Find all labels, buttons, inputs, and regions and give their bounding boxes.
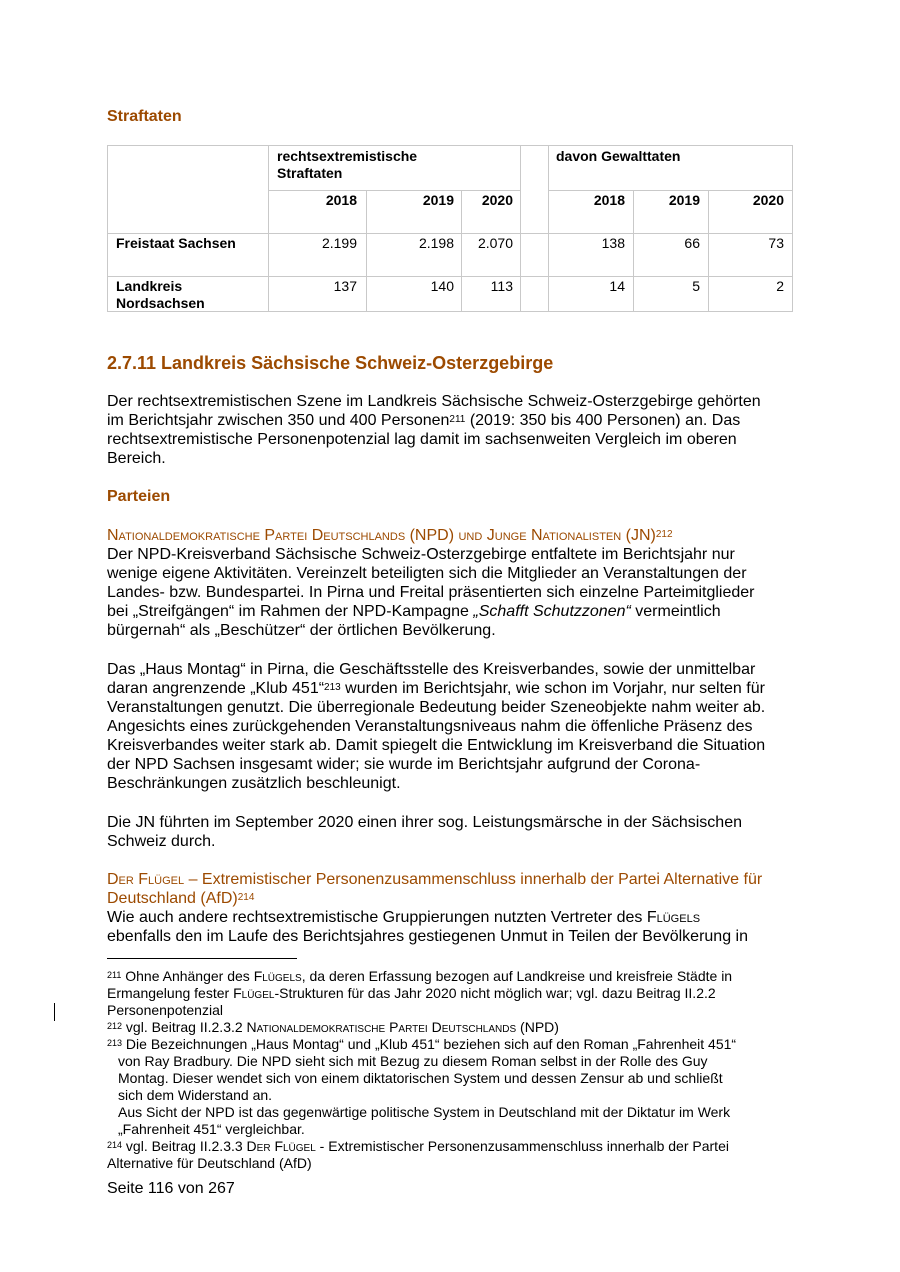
fluegel-paragraph <box>107 908 792 946</box>
text-line <box>107 870 792 889</box>
footnotes <box>107 968 797 1172</box>
text-line <box>107 602 792 621</box>
text-span: vgl. Beitrag II.2.3.2 <box>122 1019 247 1035</box>
table-cell: 140 <box>430 278 454 294</box>
table-vline <box>633 190 634 311</box>
footnote-212 <box>107 1019 797 1036</box>
text-span: -Strukturen für das Jahr 2020 nicht möglich war; vgl. dazu Beitrag II.2.2 <box>274 985 716 1001</box>
text-line: sich dem Widerstand an. <box>118 1087 273 1103</box>
table-vline <box>461 190 462 311</box>
text-line: wenige eigene Aktivitäten. Vereinzelt beteiligten sich die Mitglieder an Veranstaltungen der <box>107 565 747 582</box>
table-cell: 66 <box>684 235 700 251</box>
footnote-214 <box>107 1138 797 1172</box>
text-line <box>107 1138 797 1155</box>
table-year-header: 2020 <box>752 192 784 208</box>
text-line: „Fahrenheit 451“ vergleichbar. <box>118 1121 305 1137</box>
text-line <box>107 908 792 927</box>
text-span: – Extremistischer Personenzusammenschluss innerhalb der Partei Alternative für <box>184 871 763 888</box>
table-vline <box>708 190 709 311</box>
npd-paragraph-3 <box>107 813 792 851</box>
table-cell: 113 <box>490 278 513 294</box>
text-line <box>107 679 792 698</box>
text-span: Nationaldemokratische Partei Deutschlands (NPD) und Junge Nationalisten (JN) <box>107 527 656 544</box>
table-hline <box>548 190 792 191</box>
text-line: ebenfalls den im Laufe des Berichtsjahres gestiegenen Unmut in Teilen der Bevölkerung in <box>107 928 748 945</box>
footnote-number: 211 <box>107 970 122 980</box>
text-span: Deutschland (AfD) <box>107 890 238 907</box>
subheading-fluegel <box>107 870 792 908</box>
table-year-header: 2018 <box>325 192 357 208</box>
text-span: Ohne Anhänger des <box>121 968 254 984</box>
table-row-label-line: Landkreis <box>116 278 183 294</box>
table-cell: 2 <box>776 278 784 294</box>
crime-statistics-table <box>107 145 793 312</box>
text-span: Nationaldemokratische Partei Deutschlands <box>246 1019 517 1035</box>
table-year-header: 2018 <box>593 192 625 208</box>
text-line: bürgernah“ als „Beschützer“ der örtlichen Bevölkerung. <box>107 622 496 639</box>
footnote-number: 213 <box>107 1038 123 1048</box>
text-span: im Berichtsjahr zwischen 350 und 400 Personen <box>107 412 450 429</box>
footnote-213 <box>107 1036 797 1138</box>
table-year-header: 2019 <box>422 192 454 208</box>
text-span: (NPD) <box>516 1019 559 1035</box>
footnote-ref-213: 213 <box>324 682 341 693</box>
table-cell: 2.199 <box>321 235 357 251</box>
text-line: Schweiz durch. <box>107 833 216 850</box>
footnote-211 <box>107 968 797 1019</box>
intro-paragraph <box>107 392 792 468</box>
table-group-header-line: rechtsextremistische <box>277 148 418 164</box>
text-line <box>107 1019 797 1036</box>
table-vline <box>548 146 549 311</box>
footnote-ref-214: 214 <box>237 892 255 903</box>
page-number: Seite 116 von 267 <box>107 1180 235 1197</box>
text-span: Flügels <box>253 968 302 984</box>
footnote-separator <box>107 958 297 959</box>
table-cell: 73 <box>768 235 784 251</box>
text-line: Angesichts eines zurückgehenden Veranstaltungsniveaus nahm die öffenliche Präsenz des <box>107 718 753 735</box>
text-line: Bereich. <box>107 450 166 467</box>
table-vline <box>520 146 521 311</box>
table-year-header: 2020 <box>481 192 513 208</box>
table-row-label-line: Nordsachsen <box>116 295 205 311</box>
table-cell: 137 <box>333 278 357 294</box>
table-cell: 2.070 <box>477 235 513 251</box>
text-span: , da deren Erfassung bezogen auf Landkreise und kreisfreie Städte in <box>301 968 733 984</box>
text-line: der NPD Sachsen insgesamt wider; sie wurde im Berichtsjahr aufgrund der Corona- <box>107 756 701 773</box>
text-cursor <box>54 1003 55 1021</box>
table-cell: 138 <box>601 235 625 251</box>
text-span: vgl. Beitrag II.2.3.3 <box>122 1138 247 1154</box>
subheading-parteien: Parteien <box>107 488 171 505</box>
table-hline <box>268 190 520 191</box>
text-span: Wie auch andere rechtsextremistische Gruppierungen nutzten Vertreter des <box>107 909 647 926</box>
table-group-header-violent: davon Gewalttaten <box>556 148 681 164</box>
text-line: Aus Sicht der NPD ist das gegenwärtige politische System in Deutschland mit der Diktatur im Werk <box>118 1104 731 1120</box>
npd-paragraph-2 <box>107 660 792 793</box>
text-line <box>107 411 792 430</box>
table-cell: 2.198 <box>418 235 454 251</box>
table-vline <box>366 190 367 311</box>
subheading-npd-jn <box>107 526 673 545</box>
section-heading-saechsische-schweiz: 2.7.11 Landkreis Sächsische Schweiz-Osterzgebirge <box>107 353 554 373</box>
campaign-name: „Schafft Schutzzonen“ <box>473 603 631 620</box>
text-line: Der rechtsextremistischen Szene im Landkreis Sächsische Schweiz-Osterzgebirge gehörten <box>107 393 761 410</box>
text-span: Flügels <box>646 909 701 926</box>
text-line <box>107 1036 797 1053</box>
text-span: (2019: 350 bis 400 Personen) an. Das <box>465 412 741 429</box>
text-line: Landes- bzw. Bundespartei. In Pirna und Freital präsentierten sich einzelne Parteimitglieder <box>107 584 755 601</box>
footnote-ref-212: 212 <box>655 529 673 540</box>
text-line: Beschränkungen zusätzlich beschleunigt. <box>107 775 401 792</box>
footnote-number: 214 <box>107 1140 123 1150</box>
table-vline <box>268 146 269 311</box>
text-line: Der NPD-Kreisverband Sächsische Schweiz-Osterzgebirge entfaltete im Berichtsjahr nur <box>107 546 735 563</box>
text-line: Die JN führten im September 2020 einen ihrer sog. Leistungsmärsche in der Sächsischen <box>107 814 742 831</box>
text-span: wurden im Berichtsjahr, wie schon im Vorjahr, nur selten für <box>340 680 765 697</box>
text-span: Flügel <box>233 985 275 1001</box>
text-line: Veranstaltungen genutzt. Die überregionale Bedeutung beider Szeneobjekte nahm weiter ab. <box>107 699 766 716</box>
text-line: Kreisverbandes weiter stark ab. Damit spiegelt die Entwicklung im Kreisverband die Situation <box>107 737 766 754</box>
table-row-label-landkreis-nordsachsen <box>116 278 205 312</box>
text-span: - Extremistischer Personenzusammenschluss innerhalb der Partei <box>315 1138 729 1154</box>
text-span: Ermangelung fester <box>107 985 234 1001</box>
table-group-header-right-extremist <box>277 148 417 182</box>
text-span: daran angrenzende „Klub 451“ <box>107 680 325 697</box>
text-line: Das „Haus Montag“ in Pirna, die Geschäftsstelle des Kreisverbandes, sowie der unmittelbar <box>107 661 756 678</box>
text-line: Montag. Dieser wendet sich von einem diktatorischen System und dessen Zensur ab und schließt <box>118 1070 723 1086</box>
npd-paragraph-1 <box>107 545 792 640</box>
text-span: Die Bezeichnungen „Haus Montag“ und „Klub 451“ beziehen sich auf den Roman „Fahrenheit 451“ <box>122 1036 737 1052</box>
text-line <box>107 968 797 985</box>
text-line: Alternative für Deutschland (AfD) <box>107 1155 312 1171</box>
text-line: rechtsextremistische Personenpotenzial lag damit im sachsenweiten Vergleich im oberen <box>107 431 737 448</box>
footnote-number: 212 <box>107 1021 123 1031</box>
table-group-header-line: Straftaten <box>277 165 343 181</box>
table-hline <box>108 276 792 277</box>
table-cell: 5 <box>692 278 700 294</box>
text-span: vermeintlich <box>630 603 721 620</box>
table-row-label-freistaat-sachsen: Freistaat Sachsen <box>116 235 236 251</box>
text-line <box>107 889 792 908</box>
text-line <box>107 985 797 1002</box>
text-line: Personenpotenzial <box>107 1002 223 1018</box>
table-hline <box>108 233 792 234</box>
text-span: Der Flügel <box>246 1138 316 1154</box>
text-span: bei „Streifgängen“ im Rahmen der NPD-Kampagne <box>107 603 474 620</box>
table-year-header: 2019 <box>668 192 700 208</box>
text-line: von Ray Bradbury. Die NPD sieht sich mit Bezug zu diesem Roman selbst in der Rolle des Guy <box>118 1053 708 1069</box>
table-cell: 14 <box>609 278 625 294</box>
section-heading-straftaten: Straftaten <box>107 108 182 125</box>
footnote-ref-211: 211 <box>449 414 466 425</box>
text-span: Der Flügel <box>107 871 185 888</box>
